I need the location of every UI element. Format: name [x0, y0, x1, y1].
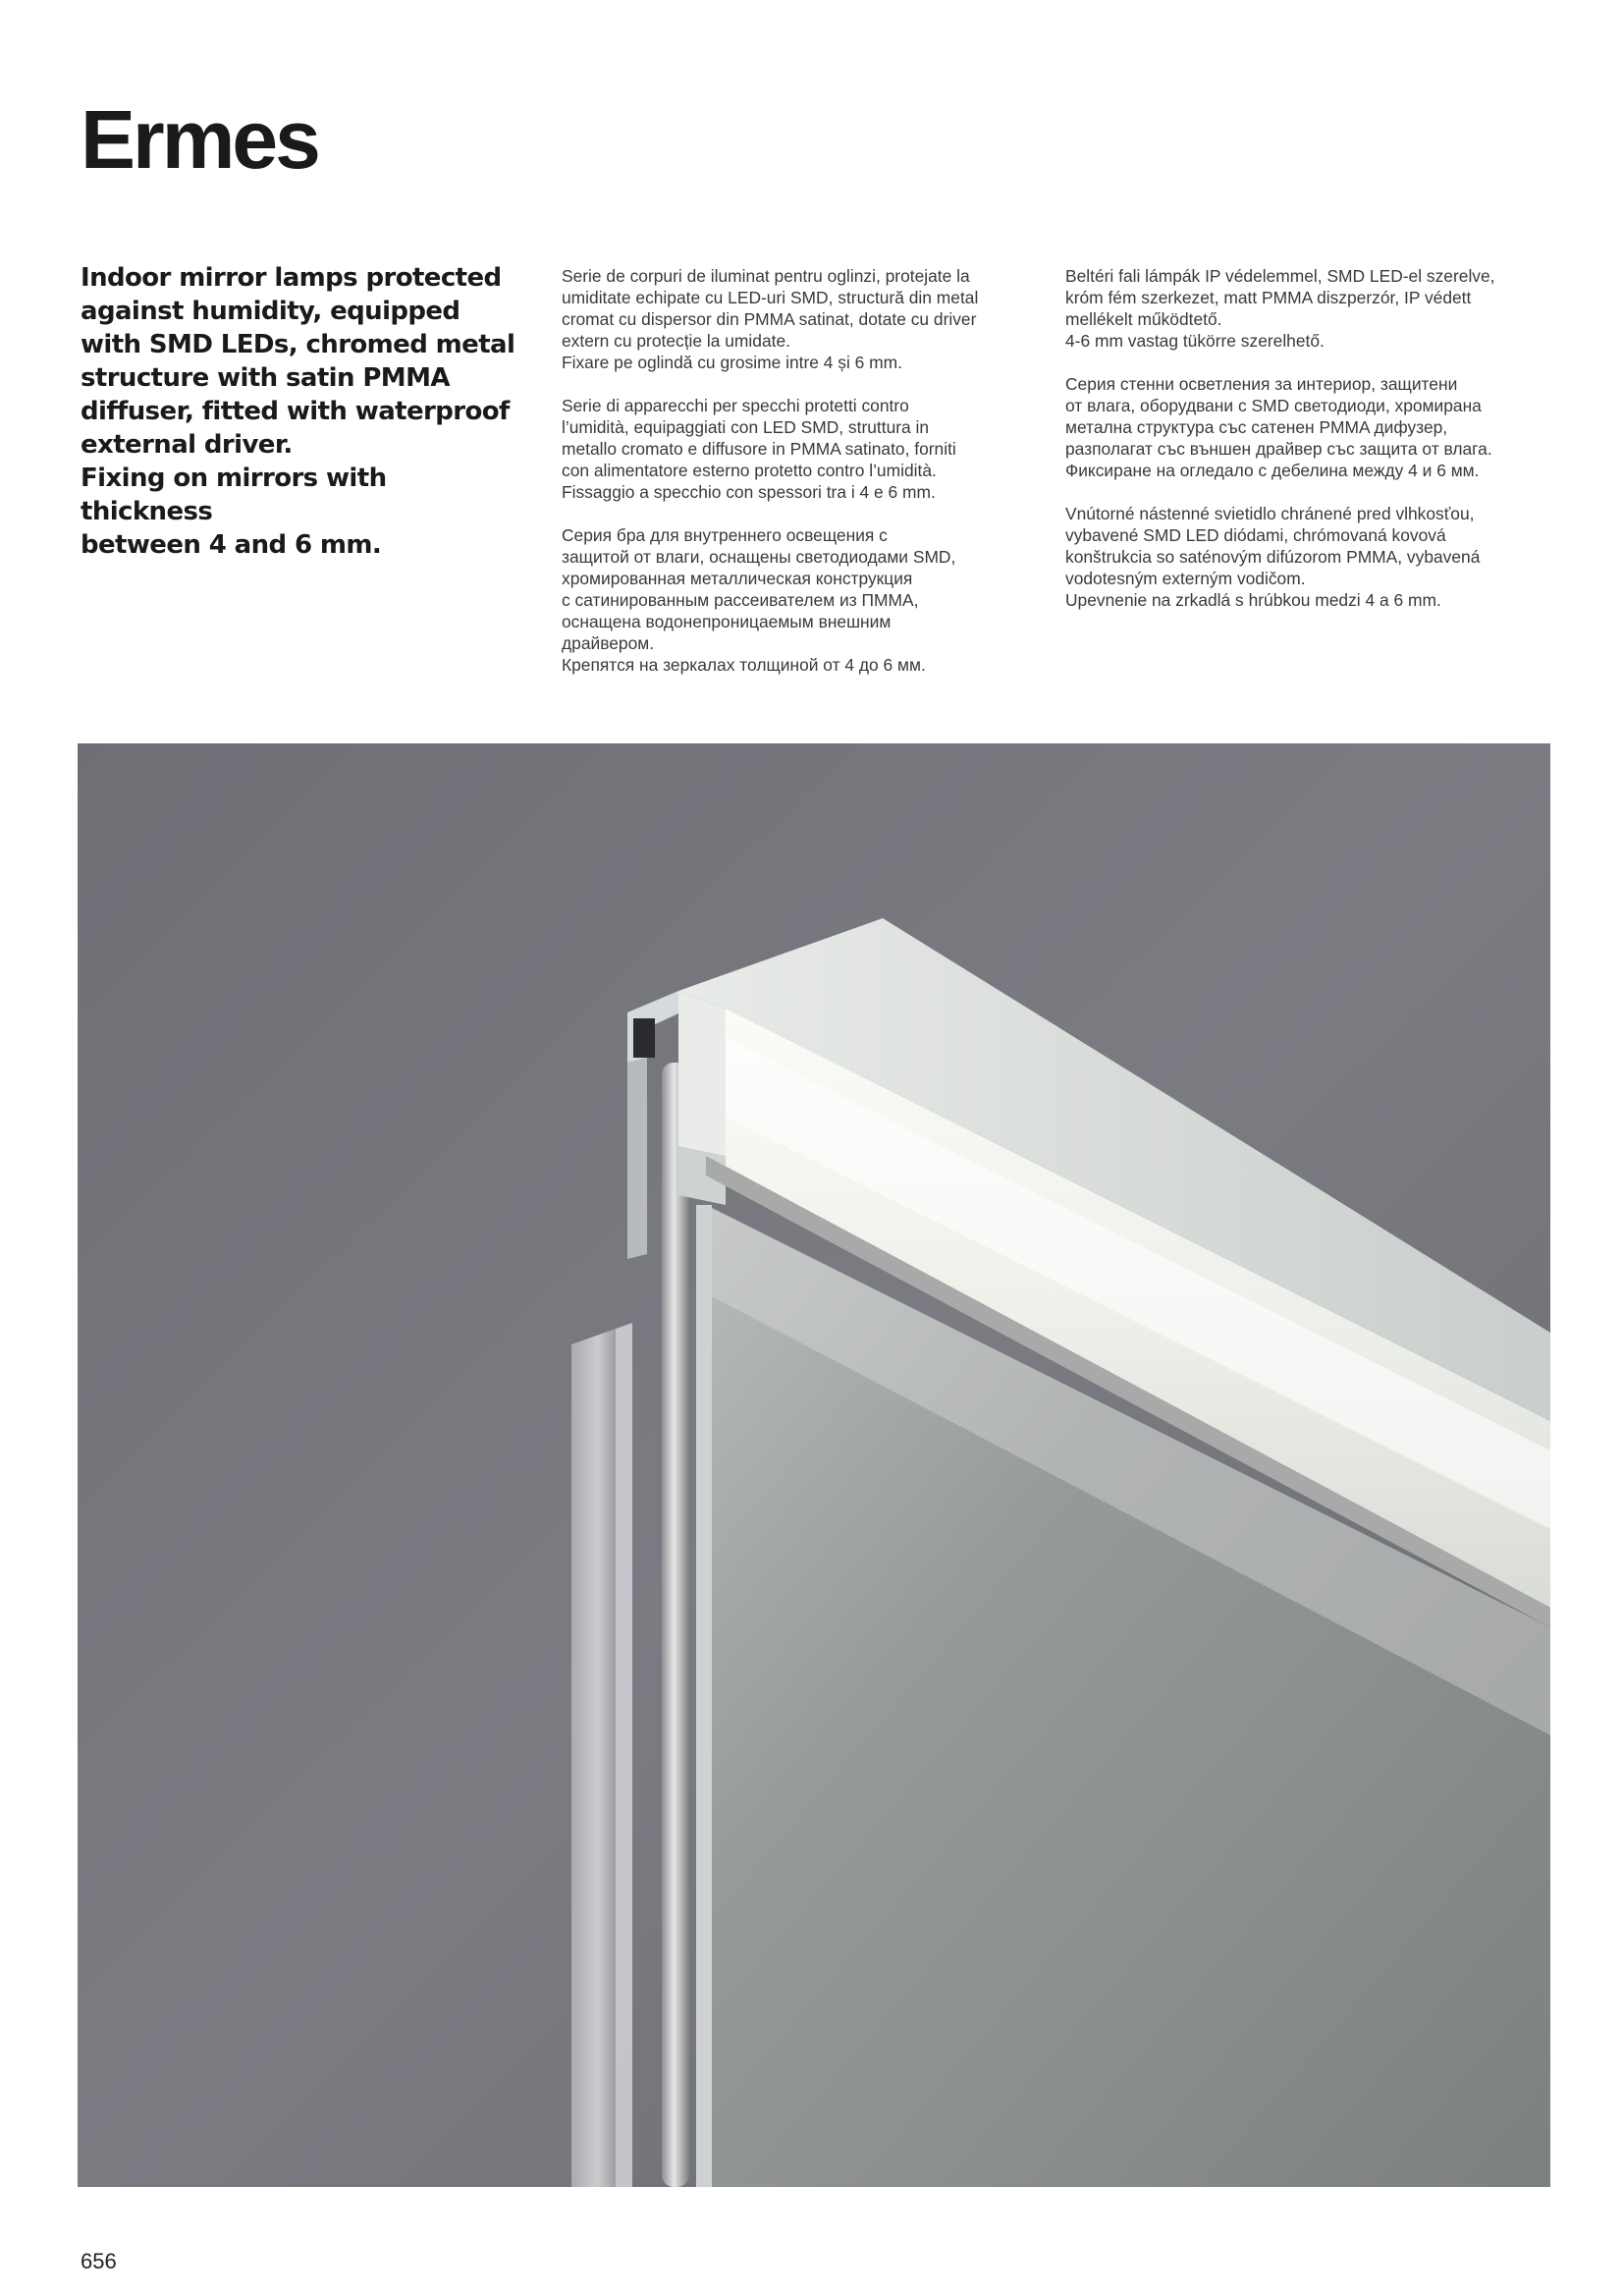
text-line: Серия бра для внутреннего освещения с — [562, 525, 888, 545]
text-line: Fixare pe oglindă cu grosime intre 4 și 6 mm. — [562, 353, 902, 372]
english-description — [81, 261, 522, 562]
text-line: Фиксиране на огледало с дебелина между 4 и 6 мм. — [1065, 461, 1480, 480]
product-photo — [78, 743, 1550, 2187]
description-column-1 — [562, 265, 1033, 697]
text-line: l’umidità, equipaggiati con LED SMD, struttura in — [562, 417, 930, 437]
text-line: разполагат със външен драйвер със защита от влага. — [1065, 439, 1492, 459]
text-line: хромированная металлическая конструкция — [562, 569, 913, 588]
text-line: con alimentatore esterno protetto contro l’umidità. — [562, 461, 937, 480]
text-line: 4-6 mm vastag tükörre szerelhető. — [1065, 331, 1325, 351]
text-line: Fissaggio a specchio con spessori tra i 4 e 6 mm. — [562, 482, 936, 502]
text-line: vybavené SMD LED diódami, chrómovaná kovová — [1065, 525, 1446, 545]
text-line: Beltéri fali lámpák IP védelemmel, SMD LED-el szerelve, — [1065, 266, 1495, 286]
mirror-lamp-illustration — [78, 743, 1550, 2187]
page-number: 656 — [81, 2249, 117, 2273]
chrome-bracket-side — [627, 1058, 647, 1259]
lead-line: structure with satin PMMA — [81, 363, 450, 393]
romanian-description — [562, 265, 1033, 373]
text-line: метална структура със сатенен PMMA дифузер, — [1065, 417, 1448, 437]
text-line: Серия стенни осветления за интериор, защитени — [1065, 374, 1458, 394]
lead-line: Fixing on mirrors with thickness — [81, 464, 387, 526]
lead-line: against humidity, equipped — [81, 297, 460, 326]
text-line: от влага, оборудвани с SMD светодиоди, хромирана — [1065, 396, 1482, 415]
mirror-edge — [696, 1205, 712, 2187]
text-line: umiditate echipate cu LED-uri SMD, structură din metal — [562, 288, 979, 307]
text-line: metallo cromato e diffusore in PMMA satinato, forniti — [562, 439, 956, 459]
hungarian-description — [1065, 265, 1546, 352]
text-line: Serie de corpuri de iluminat pentru oglinzi, protejate la — [562, 266, 970, 286]
lead-line: between 4 and 6 mm. — [81, 530, 382, 560]
text-line: оснащена водонепроницаемым внешним — [562, 612, 892, 631]
text-line: konštrukcia so saténovým difúzorom PMMA, vybavená — [1065, 547, 1481, 567]
plate-highlight — [616, 1323, 632, 2187]
text-line: Крепятся на зеркалах толщиной от 4 до 6 мм. — [562, 655, 926, 675]
text-line: Serie di apparecchi per specchi protetti contro — [562, 396, 909, 415]
lamp-end-cap — [678, 991, 726, 1156]
chrome-rod — [662, 1063, 689, 2187]
italian-description — [562, 395, 1033, 503]
bracket-opening — [633, 1018, 655, 1058]
russian-description — [562, 524, 1033, 676]
text-line: mellékelt működtető. — [1065, 309, 1222, 329]
text-line: extern cu protecție la umidate. — [562, 331, 790, 351]
description-column-2 — [1065, 265, 1546, 632]
page-title: Ermes — [81, 93, 318, 186]
text-line: с сатинированным рассеивателем из ПММА, — [562, 590, 919, 610]
text-line: cromat cu dispersor din PMMA satinat, dotate cu driver — [562, 309, 977, 329]
slovak-description — [1065, 503, 1546, 611]
text-line: króm fém szerkezet, matt PMMA diszperzór, IP védett — [1065, 288, 1472, 307]
text-line: драйвером. — [562, 633, 655, 653]
lead-line: Indoor mirror lamps protected — [81, 263, 502, 293]
text-line: защитой от влаги, оснащены светодиодами SMD, — [562, 547, 956, 567]
text-line: vodotesným externým vodičom. — [1065, 569, 1306, 588]
text-line: Upevnenie na zrkadlá s hrúbkou medzi 4 a 6 mm. — [1065, 590, 1441, 610]
lead-line: with SMD LEDs, chromed metal — [81, 330, 515, 359]
lead-line: diffuser, fitted with waterproof — [81, 397, 510, 426]
bulgarian-description — [1065, 373, 1546, 481]
lead-line: external driver. — [81, 430, 293, 460]
wall-mount-plate — [571, 1329, 616, 2187]
text-line: Vnútorné nástenné svietidlo chránené pred vlhkosťou, — [1065, 504, 1475, 523]
